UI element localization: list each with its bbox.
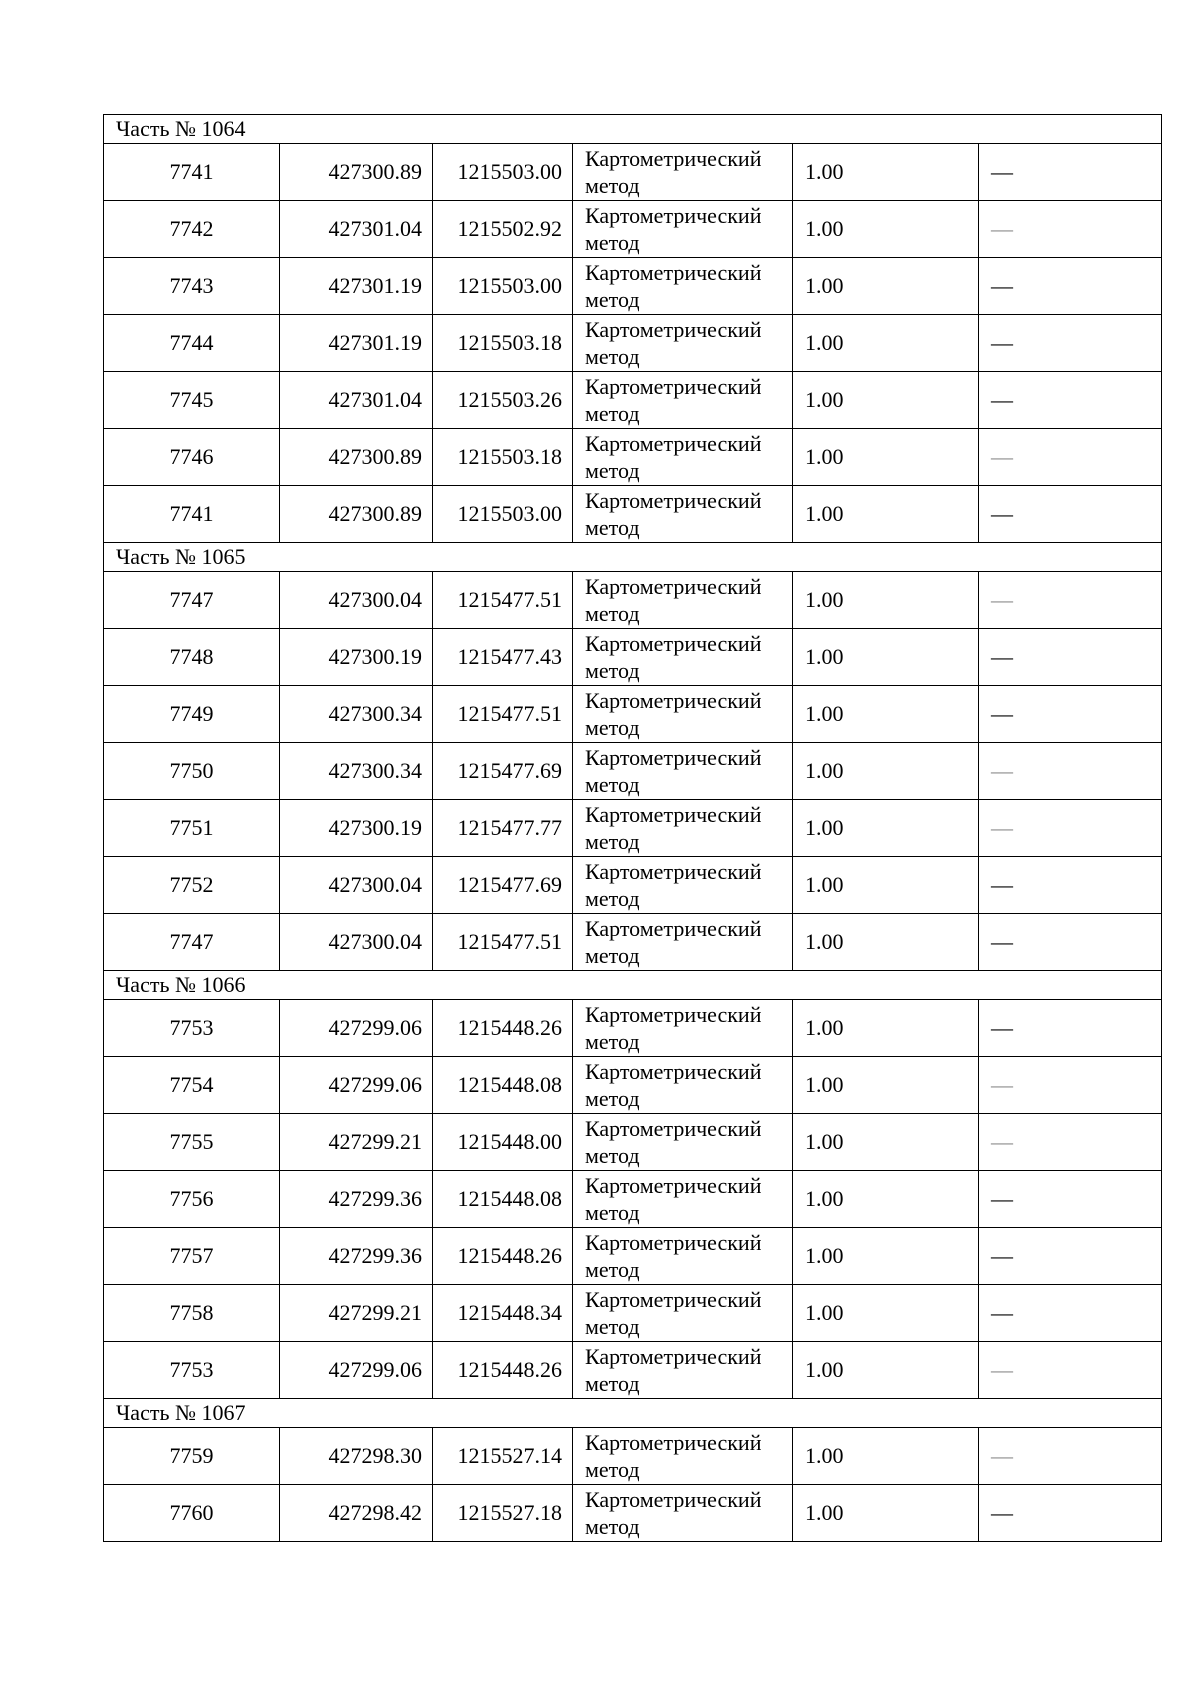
method-line-2: метод <box>585 401 640 426</box>
method-line-2: метод <box>585 1314 640 1339</box>
table-row <box>104 686 1162 743</box>
empty-dash: — <box>991 1129 1013 1154</box>
point-number-cell: 7749 <box>104 686 280 743</box>
method-cell <box>573 800 793 857</box>
method-line-2: метод <box>585 1143 640 1168</box>
x-coordinate-cell: 427301.19 <box>280 315 433 372</box>
y-coordinate-cell: 1215448.26 <box>433 1000 573 1057</box>
description-cell <box>979 743 1162 800</box>
method-line-2: метод <box>585 1457 640 1482</box>
accuracy-cell: 1.00 <box>793 258 979 315</box>
point-number-cell: 7747 <box>104 914 280 971</box>
table-row <box>104 1228 1162 1285</box>
method-cell <box>573 1114 793 1171</box>
method-line-2: метод <box>585 715 640 740</box>
description-cell <box>979 800 1162 857</box>
x-coordinate-cell: 427300.89 <box>280 144 433 201</box>
table-row <box>104 372 1162 429</box>
table-row <box>104 1428 1162 1485</box>
method-line-1: Картометрический <box>585 431 762 456</box>
description-cell <box>979 1485 1162 1542</box>
point-number-cell: 7756 <box>104 1171 280 1228</box>
table-row <box>104 629 1162 686</box>
method-line-2: метод <box>585 1086 640 1111</box>
point-number-cell: 7747 <box>104 572 280 629</box>
method-line-1: Картометрический <box>585 1344 762 1369</box>
accuracy-cell: 1.00 <box>793 800 979 857</box>
method-cell <box>573 1428 793 1485</box>
empty-dash: — <box>991 387 1013 412</box>
y-coordinate-cell: 1215477.77 <box>433 800 573 857</box>
section-header-row <box>104 115 1162 144</box>
y-coordinate-cell: 1215503.18 <box>433 315 573 372</box>
point-number-cell: 7745 <box>104 372 280 429</box>
method-cell <box>573 315 793 372</box>
empty-dash: — <box>991 872 1013 897</box>
empty-dash: — <box>991 444 1013 469</box>
point-number-cell: 7748 <box>104 629 280 686</box>
x-coordinate-cell: 427298.42 <box>280 1485 433 1542</box>
method-cell <box>573 743 793 800</box>
y-coordinate-cell: 1215477.69 <box>433 743 573 800</box>
method-line-1: Картометрический <box>585 1002 762 1027</box>
method-cell <box>573 1171 793 1228</box>
section-header-row <box>104 543 1162 572</box>
empty-dash: — <box>991 330 1013 355</box>
y-coordinate-cell: 1215503.00 <box>433 486 573 543</box>
method-line-1: Картометрический <box>585 317 762 342</box>
description-cell <box>979 486 1162 543</box>
method-line-1: Картометрический <box>585 802 762 827</box>
empty-dash: — <box>991 1500 1013 1525</box>
method-line-1: Картометрический <box>585 260 762 285</box>
x-coordinate-cell: 427299.21 <box>280 1114 433 1171</box>
method-line-2: метод <box>585 1200 640 1225</box>
description-cell <box>979 1428 1162 1485</box>
y-coordinate-cell: 1215448.08 <box>433 1171 573 1228</box>
method-cell <box>573 857 793 914</box>
y-coordinate-cell: 1215448.00 <box>433 1114 573 1171</box>
y-coordinate-cell: 1215503.18 <box>433 429 573 486</box>
table-row <box>104 1114 1162 1171</box>
description-cell <box>979 201 1162 258</box>
method-line-1: Картометрический <box>585 1430 762 1455</box>
accuracy-cell: 1.00 <box>793 743 979 800</box>
method-cell <box>573 1057 793 1114</box>
point-number-cell: 7752 <box>104 857 280 914</box>
accuracy-cell: 1.00 <box>793 914 979 971</box>
accuracy-cell: 1.00 <box>793 1485 979 1542</box>
table-row <box>104 144 1162 201</box>
method-line-2: метод <box>585 287 640 312</box>
empty-dash: — <box>991 216 1013 241</box>
description-cell <box>979 1171 1162 1228</box>
method-line-1: Картометрический <box>585 374 762 399</box>
x-coordinate-cell: 427300.04 <box>280 857 433 914</box>
description-cell <box>979 1285 1162 1342</box>
empty-dash: — <box>991 815 1013 840</box>
y-coordinate-cell: 1215477.51 <box>433 914 573 971</box>
method-cell <box>573 572 793 629</box>
point-number-cell: 7753 <box>104 1342 280 1399</box>
point-number-cell: 7753 <box>104 1000 280 1057</box>
method-cell <box>573 144 793 201</box>
method-line-2: метод <box>585 829 640 854</box>
accuracy-cell: 1.00 <box>793 315 979 372</box>
section-title: Часть № 1065 <box>104 543 1162 572</box>
table-row <box>104 1285 1162 1342</box>
section-title: Часть № 1066 <box>104 971 1162 1000</box>
accuracy-cell: 1.00 <box>793 1228 979 1285</box>
empty-dash: — <box>991 1072 1013 1097</box>
table-row <box>104 800 1162 857</box>
method-line-1: Картометрический <box>585 574 762 599</box>
table-row <box>104 486 1162 543</box>
method-line-2: метод <box>585 1371 640 1396</box>
method-line-1: Картометрический <box>585 688 762 713</box>
accuracy-cell: 1.00 <box>793 1342 979 1399</box>
point-number-cell: 7757 <box>104 1228 280 1285</box>
x-coordinate-cell: 427300.04 <box>280 572 433 629</box>
description-cell <box>979 144 1162 201</box>
method-line-1: Картометрический <box>585 146 762 171</box>
method-line-1: Картометрический <box>585 1173 762 1198</box>
accuracy-cell: 1.00 <box>793 686 979 743</box>
point-number-cell: 7741 <box>104 486 280 543</box>
x-coordinate-cell: 427300.04 <box>280 914 433 971</box>
x-coordinate-cell: 427300.19 <box>280 800 433 857</box>
point-number-cell: 7743 <box>104 258 280 315</box>
method-cell <box>573 429 793 486</box>
x-coordinate-cell: 427300.19 <box>280 629 433 686</box>
coordinates-table <box>103 114 1162 1542</box>
point-number-cell: 7744 <box>104 315 280 372</box>
x-coordinate-cell: 427299.36 <box>280 1228 433 1285</box>
y-coordinate-cell: 1215503.00 <box>433 144 573 201</box>
description-cell <box>979 914 1162 971</box>
description-cell <box>979 1057 1162 1114</box>
empty-dash: — <box>991 1015 1013 1040</box>
method-cell <box>573 1228 793 1285</box>
empty-dash: — <box>991 929 1013 954</box>
method-line-2: метод <box>585 458 640 483</box>
x-coordinate-cell: 427299.21 <box>280 1285 433 1342</box>
section-header-row <box>104 1399 1162 1428</box>
method-line-1: Картометрический <box>585 1059 762 1084</box>
accuracy-cell: 1.00 <box>793 1000 979 1057</box>
method-line-2: метод <box>585 658 640 683</box>
description-cell <box>979 572 1162 629</box>
empty-dash: — <box>991 1243 1013 1268</box>
y-coordinate-cell: 1215502.92 <box>433 201 573 258</box>
y-coordinate-cell: 1215448.08 <box>433 1057 573 1114</box>
accuracy-cell: 1.00 <box>793 1428 979 1485</box>
description-cell <box>979 1114 1162 1171</box>
description-cell <box>979 686 1162 743</box>
y-coordinate-cell: 1215448.26 <box>433 1342 573 1399</box>
method-cell <box>573 1285 793 1342</box>
method-line-1: Картометрический <box>585 488 762 513</box>
point-number-cell: 7751 <box>104 800 280 857</box>
accuracy-cell: 1.00 <box>793 572 979 629</box>
y-coordinate-cell: 1215477.51 <box>433 686 573 743</box>
table-row <box>104 1000 1162 1057</box>
empty-dash: — <box>991 1186 1013 1211</box>
x-coordinate-cell: 427301.19 <box>280 258 433 315</box>
x-coordinate-cell: 427299.06 <box>280 1057 433 1114</box>
accuracy-cell: 1.00 <box>793 1285 979 1342</box>
y-coordinate-cell: 1215448.34 <box>433 1285 573 1342</box>
description-cell <box>979 1342 1162 1399</box>
point-number-cell: 7760 <box>104 1485 280 1542</box>
table-row <box>104 914 1162 971</box>
method-line-1: Картометрический <box>585 631 762 656</box>
x-coordinate-cell: 427299.36 <box>280 1171 433 1228</box>
description-cell <box>979 629 1162 686</box>
method-cell <box>573 914 793 971</box>
table-row <box>104 857 1162 914</box>
empty-dash: — <box>991 1300 1013 1325</box>
method-line-1: Картометрический <box>585 1116 762 1141</box>
method-line-2: метод <box>585 886 640 911</box>
method-line-1: Картометрический <box>585 1487 762 1512</box>
method-line-1: Картометрический <box>585 859 762 884</box>
empty-dash: — <box>991 1357 1013 1382</box>
accuracy-cell: 1.00 <box>793 372 979 429</box>
table-row <box>104 1485 1162 1542</box>
point-number-cell: 7754 <box>104 1057 280 1114</box>
description-cell <box>979 1228 1162 1285</box>
y-coordinate-cell: 1215527.18 <box>433 1485 573 1542</box>
method-line-2: метод <box>585 1029 640 1054</box>
table-row <box>104 429 1162 486</box>
x-coordinate-cell: 427301.04 <box>280 201 433 258</box>
y-coordinate-cell: 1215527.14 <box>433 1428 573 1485</box>
x-coordinate-cell: 427300.34 <box>280 686 433 743</box>
empty-dash: — <box>991 273 1013 298</box>
method-cell <box>573 1000 793 1057</box>
y-coordinate-cell: 1215477.51 <box>433 572 573 629</box>
x-coordinate-cell: 427299.06 <box>280 1000 433 1057</box>
y-coordinate-cell: 1215477.69 <box>433 857 573 914</box>
accuracy-cell: 1.00 <box>793 144 979 201</box>
method-cell <box>573 1485 793 1542</box>
point-number-cell: 7758 <box>104 1285 280 1342</box>
empty-dash: — <box>991 1443 1013 1468</box>
accuracy-cell: 1.00 <box>793 201 979 258</box>
method-line-1: Картометрический <box>585 1230 762 1255</box>
point-number-cell: 7741 <box>104 144 280 201</box>
table-row <box>104 572 1162 629</box>
point-number-cell: 7746 <box>104 429 280 486</box>
method-cell <box>573 1342 793 1399</box>
table-row <box>104 743 1162 800</box>
point-number-cell: 7755 <box>104 1114 280 1171</box>
section-title: Часть № 1064 <box>104 115 1162 144</box>
x-coordinate-cell: 427300.89 <box>280 486 433 543</box>
method-cell <box>573 629 793 686</box>
empty-dash: — <box>991 159 1013 184</box>
method-cell <box>573 486 793 543</box>
accuracy-cell: 1.00 <box>793 486 979 543</box>
y-coordinate-cell: 1215503.26 <box>433 372 573 429</box>
empty-dash: — <box>991 587 1013 612</box>
method-line-1: Картометрический <box>585 745 762 770</box>
description-cell <box>979 429 1162 486</box>
empty-dash: — <box>991 758 1013 783</box>
accuracy-cell: 1.00 <box>793 429 979 486</box>
table-row <box>104 1171 1162 1228</box>
method-line-2: метод <box>585 344 640 369</box>
y-coordinate-cell: 1215448.26 <box>433 1228 573 1285</box>
description-cell <box>979 315 1162 372</box>
method-cell <box>573 201 793 258</box>
point-number-cell: 7759 <box>104 1428 280 1485</box>
accuracy-cell: 1.00 <box>793 1114 979 1171</box>
method-line-2: метод <box>585 1257 640 1282</box>
table-row <box>104 1057 1162 1114</box>
table-row <box>104 258 1162 315</box>
empty-dash: — <box>991 701 1013 726</box>
x-coordinate-cell: 427299.06 <box>280 1342 433 1399</box>
method-line-2: метод <box>585 515 640 540</box>
section-title: Часть № 1067 <box>104 1399 1162 1428</box>
table-row <box>104 201 1162 258</box>
table-row <box>104 1342 1162 1399</box>
accuracy-cell: 1.00 <box>793 857 979 914</box>
accuracy-cell: 1.00 <box>793 1171 979 1228</box>
description-cell <box>979 258 1162 315</box>
x-coordinate-cell: 427298.30 <box>280 1428 433 1485</box>
method-line-1: Картометрический <box>585 916 762 941</box>
method-line-1: Картометрический <box>585 1287 762 1312</box>
method-line-2: метод <box>585 1514 640 1539</box>
method-line-2: метод <box>585 772 640 797</box>
description-cell <box>979 1000 1162 1057</box>
method-line-1: Картометрический <box>585 203 762 228</box>
description-cell <box>979 857 1162 914</box>
y-coordinate-cell: 1215503.00 <box>433 258 573 315</box>
table-row <box>104 315 1162 372</box>
accuracy-cell: 1.00 <box>793 1057 979 1114</box>
x-coordinate-cell: 427301.04 <box>280 372 433 429</box>
method-line-2: метод <box>585 173 640 198</box>
method-cell <box>573 686 793 743</box>
description-cell <box>979 372 1162 429</box>
x-coordinate-cell: 427300.34 <box>280 743 433 800</box>
method-line-2: метод <box>585 230 640 255</box>
point-number-cell: 7750 <box>104 743 280 800</box>
method-line-2: метод <box>585 601 640 626</box>
point-number-cell: 7742 <box>104 201 280 258</box>
method-cell <box>573 258 793 315</box>
coordinates-table-body <box>104 115 1162 1542</box>
x-coordinate-cell: 427300.89 <box>280 429 433 486</box>
section-header-row <box>104 971 1162 1000</box>
y-coordinate-cell: 1215477.43 <box>433 629 573 686</box>
method-line-2: метод <box>585 943 640 968</box>
method-cell <box>573 372 793 429</box>
empty-dash: — <box>991 501 1013 526</box>
empty-dash: — <box>991 644 1013 669</box>
accuracy-cell: 1.00 <box>793 629 979 686</box>
